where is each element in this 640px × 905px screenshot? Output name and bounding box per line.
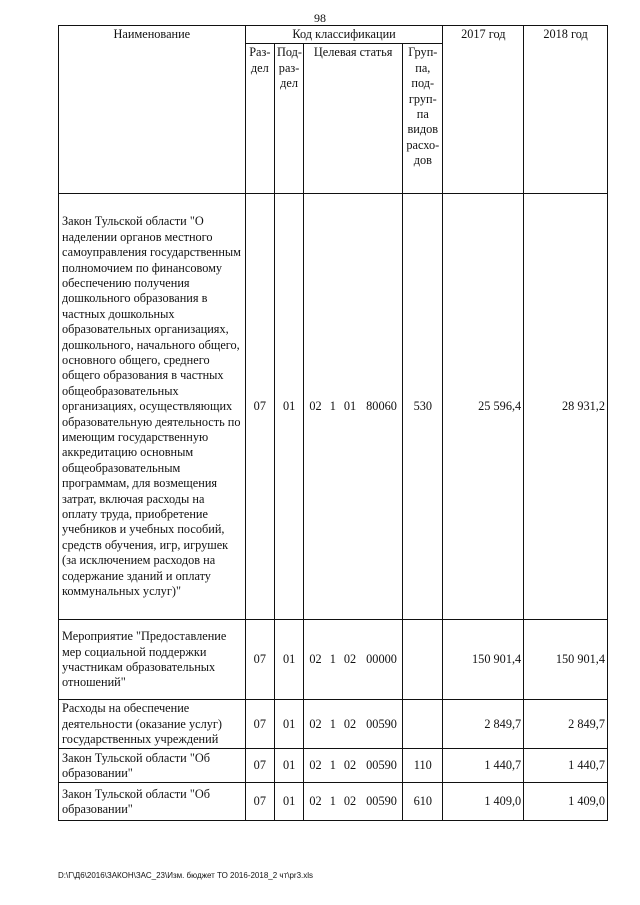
target-direction: 80060: [366, 399, 397, 414]
target-program: 02: [309, 716, 322, 731]
page-number: 98: [314, 11, 326, 25]
target-event: 02: [343, 794, 357, 809]
row-subsection: 01: [274, 620, 303, 700]
row-expense-group: 530: [403, 194, 443, 620]
target-subprogram: 1: [329, 716, 336, 731]
row-name: Закон Тульской области "О наделении органов местного самоуправления государственным полномочием по финансовому обеспечению получения дошкольного образования в частных дошкольных образовательных организациях, дошкольного, начального общего, основного общего, среднего общего образования в частных общеобразовательных организациях, осуществляющих образовательную деятельность по имеющим государственную аккредитацию основным общеобразовательным программам, для возмещения затрат, включая расходы на оплату труда, приобретение учебников и учебных пособий, средств обучения, игр, игрушек (за исключением расходов на содержание зданий и оплату коммунальных услуг)": [59, 194, 246, 620]
target-direction: 00590: [366, 794, 397, 809]
row-expense-group: [403, 700, 443, 749]
target-direction: 00000: [366, 652, 397, 667]
target-subprogram: 1: [329, 758, 336, 773]
header-code-group: Код классификации: [245, 26, 443, 44]
row-target-article: [304, 700, 403, 749]
target-event: 01: [343, 399, 357, 414]
header-name: Наименование: [59, 26, 246, 194]
header-year-2018: 2018 год: [524, 26, 608, 194]
row-value-2018: 1 409,0: [524, 783, 608, 821]
row-value-2018: 1 440,7: [524, 749, 608, 783]
row-value-2017: 150 901,4: [443, 620, 524, 700]
target-event: 02: [343, 652, 357, 667]
row-section: 07: [245, 700, 274, 749]
target-program: 02: [309, 399, 322, 414]
target-direction: 00590: [366, 716, 397, 731]
row-value-2018: 150 901,4: [524, 620, 608, 700]
table-row: [59, 620, 608, 700]
table-row: [59, 749, 608, 783]
target-subprogram: 1: [329, 652, 336, 667]
row-section: 07: [245, 783, 274, 821]
header-year-2017: 2017 год: [443, 26, 524, 194]
table-row: [59, 194, 608, 620]
target-event: 02: [343, 758, 357, 773]
row-target-article: [304, 620, 403, 700]
row-name: Мероприятие "Предоставление мер социальной поддержки участникам образовательных отношений": [59, 620, 246, 700]
row-expense-group: 110: [403, 749, 443, 783]
row-name: Закон Тульской области "Об образовании": [59, 749, 246, 783]
row-subsection: 01: [274, 749, 303, 783]
row-target-article: [304, 194, 403, 620]
header-target-article: Целевая статья: [304, 44, 403, 194]
row-target-article: [304, 783, 403, 821]
row-value-2017: 1 409,0: [443, 783, 524, 821]
row-name: Закон Тульской области "Об образовании": [59, 783, 246, 821]
target-program: 02: [309, 652, 322, 667]
row-target-article: [304, 749, 403, 783]
file-path-footer: D:\Г\Д6\2016\ЗАКОН\ЗАС_23\Изм. бюджет ТО 2016-2018_2 чт\pr3.xls: [58, 871, 314, 880]
budget-table: [58, 25, 608, 821]
row-subsection: 01: [274, 194, 303, 620]
row-expense-group: 610: [403, 783, 443, 821]
row-section: 07: [245, 749, 274, 783]
row-value-2017: 1 440,7: [443, 749, 524, 783]
header-expense-group: Груп- па, под- груп- па видов расхо- дов: [403, 44, 443, 194]
row-subsection: 01: [274, 700, 303, 749]
row-section: 07: [245, 620, 274, 700]
row-section: 07: [245, 194, 274, 620]
target-direction: 00590: [366, 758, 397, 773]
row-name: Расходы на обеспечение деятельности (оказание услуг) государственных учреждений: [59, 700, 246, 749]
table-row: [59, 783, 608, 821]
target-event: 02: [343, 716, 357, 731]
row-value-2018: 28 931,2: [524, 194, 608, 620]
target-program: 02: [309, 794, 322, 809]
table-row: [59, 700, 608, 749]
target-program: 02: [309, 758, 322, 773]
row-value-2017: 25 596,4: [443, 194, 524, 620]
target-subprogram: 1: [329, 794, 336, 809]
header-section: Раз- дел: [245, 44, 274, 194]
target-subprogram: 1: [329, 399, 336, 414]
row-value-2018: 2 849,7: [524, 700, 608, 749]
row-subsection: 01: [274, 783, 303, 821]
row-expense-group: [403, 620, 443, 700]
row-value-2017: 2 849,7: [443, 700, 524, 749]
header-subsection: Под- раз- дел: [274, 44, 303, 194]
